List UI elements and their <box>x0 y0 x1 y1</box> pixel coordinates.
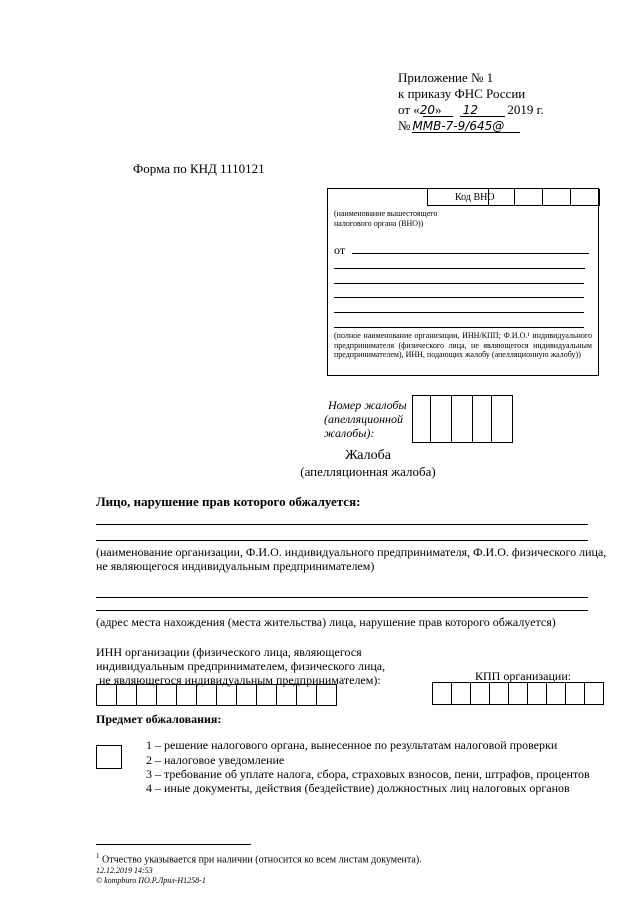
subject-option-4: 4 – иные документы, действия (бездействие) должностных лиц налоговых органов <box>146 781 570 795</box>
title-sub: (апелляционная жалоба) <box>300 464 436 479</box>
footnote-divider <box>96 844 251 845</box>
appendix-label: Приложение № 1 <box>398 70 494 85</box>
complaint-number-label-2: (апелляционной <box>324 412 403 426</box>
person-name-line-1[interactable] <box>96 524 588 525</box>
complaint-number-cells[interactable] <box>412 395 513 443</box>
date-day: 20 <box>419 103 436 117</box>
stamp-origin: © kompburo ПО.Р.Лрнл-Н1258-1 <box>96 876 206 885</box>
subject-option-2: 2 – налоговое уведомление <box>146 753 285 767</box>
subject-option-1: 1 – решение налогового органа, вынесенное по результатам налоговой проверки <box>146 738 558 752</box>
inn-cells[interactable] <box>96 684 337 706</box>
authority-caption: (наименование вышестоящего налогового органа (ВНО)) <box>334 209 438 228</box>
title-main: Жалоба <box>345 448 391 463</box>
kpp-cells[interactable] <box>432 682 604 705</box>
code-vno-cells[interactable] <box>488 189 600 206</box>
inn-label-2: индивидуальным предпринимателем, физического лица, <box>96 659 386 673</box>
person-name-line-2[interactable] <box>96 540 588 541</box>
footnote-marker: 1 <box>96 852 100 860</box>
kpp-label: КПП организации: <box>475 669 572 683</box>
number-prefix: № <box>398 118 411 133</box>
form-code: Форма по КНД 1110121 <box>133 161 265 176</box>
address-line-1[interactable] <box>96 597 588 598</box>
from-label: от <box>334 243 346 257</box>
order-date <box>398 103 544 117</box>
recipient-box <box>327 188 599 376</box>
stamp-date: 12.12.2019 14:53 <box>96 866 153 875</box>
date-year: 2019 г. <box>507 102 544 117</box>
complaint-number-label-1: Номер жалобы <box>328 398 407 412</box>
code-vno-label: Код ВНО <box>455 192 495 203</box>
inn-label-1: ИНН организации (физического лица, являющегося <box>96 645 362 659</box>
complaint-number-label-3: жалобы): <box>324 426 375 440</box>
order-label: к приказу ФНС России <box>398 86 526 101</box>
subject-heading: Предмет обжалования: <box>96 712 222 726</box>
number-value: ММВ-7-9/645@ <box>412 119 505 133</box>
footnote-text: Отчество указывается при наличии (относится ко всем листам документа). <box>102 854 422 866</box>
sender-caption: (полное наименование организации, ИНН/КПП; Ф.И.О.¹ индивидуального предпринимателя (физического лица, не являющегося индивидуальным предпринимателем), ИНН, подающих жалобу (апелляционную жалобу)) <box>334 331 592 359</box>
date-month: 12 <box>462 103 479 117</box>
address-caption: (адрес места нахождения (места жительства) лица, нарушение прав которого обжалуется) <box>96 615 556 629</box>
person-name-caption-2: не являющегося индивидуальным предпринимателем) <box>96 559 375 573</box>
address-line-2[interactable] <box>96 610 588 611</box>
date-mid: » <box>435 102 442 117</box>
subject-option-3: 3 – требование об уплате налога, сбора, страховых взносов, пени, штрафов, процентов <box>146 767 590 781</box>
footnote <box>96 850 422 866</box>
inn-label-3: не являющегося индивидуальным предпринимателем): <box>99 673 381 687</box>
order-number <box>398 119 504 133</box>
person-heading: Лицо, нарушение прав которого обжалуется: <box>96 494 361 509</box>
person-name-caption-1: (наименование организации, Ф.И.О. индивидуального предпринимателя, Ф.И.О. физического лица, <box>96 545 607 559</box>
date-prefix: от « <box>398 102 420 117</box>
subject-choice-box[interactable] <box>96 745 122 769</box>
